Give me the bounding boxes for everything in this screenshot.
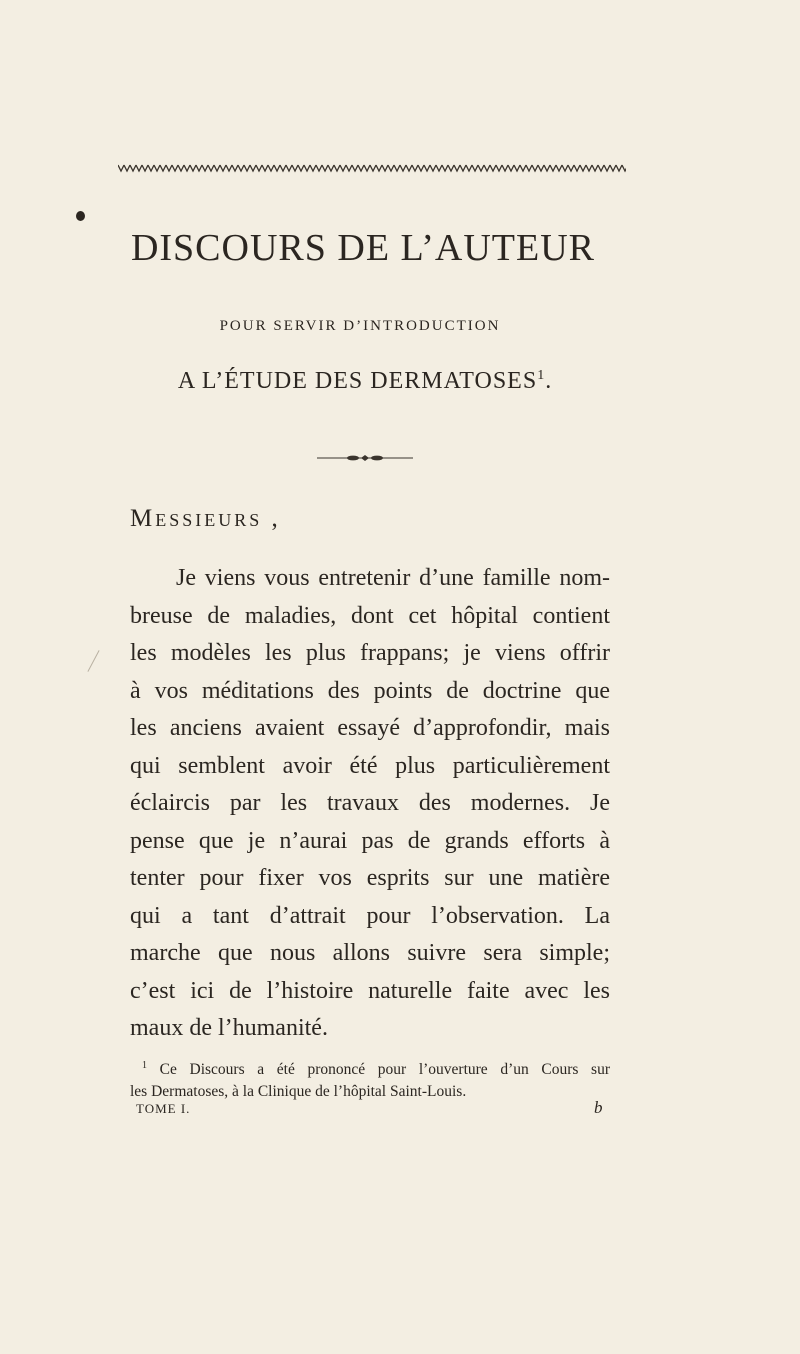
text-line: Je viens vous entretenir d’une famille nom- [176,565,610,591]
subtitle-2-text: A L’ÉTUDE DES DERMATOSES [177,368,538,394]
footnote-number: 1 [142,1060,147,1071]
text-line: tenter pour fixer vos esprits sur une matière [130,865,610,891]
text-line: marche que nous allons suivre sera simple; [130,940,610,966]
text-line: les anciens avaient essayé d’approfondir, mais [130,715,610,741]
text-line: à vos méditations des points de doctrine que [130,677,610,704]
footnote [130,1055,610,1103]
ink-speck [76,211,85,221]
text-line: éclaircis par les travaux des modernes. Je [130,790,610,816]
text-line: qui semblent avoir été plus particulièrement [130,752,610,779]
body-paragraph [130,560,610,1048]
gathering-signature: b [594,1098,603,1117]
text-line: c’est ici de l’histoire naturelle faite avec les [130,977,610,1004]
salutation: Messieurs , [130,505,281,532]
text-line: les modèles les plus frappans; je viens offrir [130,640,610,666]
page-subtitle-2 [125,368,605,395]
footnote-text-1: Ce Discours a été prononcé pour l’ouverture d’un Cours sur [159,1061,610,1079]
footnote-marker: 1 [537,368,546,383]
footnote-line: les Dermatoses, à la Clinique de l’hôpital Saint-Louis. [130,1083,467,1101]
ornamental-rule [118,163,626,173]
paper-mark [87,650,99,672]
text-line: pense que je n’aurai pas de grands efforts à [130,827,610,854]
footnote-line [130,1055,610,1081]
page-subtitle: POUR SERVIR D’INTRODUCTION [219,318,501,334]
volume-signature: TOME I. [136,1101,191,1116]
page-title: DISCOURS DE L’AUTEUR [130,227,596,269]
text-line: qui a tant d’attrait pour l’observation. La [130,902,610,929]
section-divider [315,454,415,462]
subtitle-2-period: . [545,368,553,394]
text-line: breuse de maladies, dont cet hôpital contient [130,602,610,629]
text-line: maux de l’humanité. [130,1015,328,1041]
